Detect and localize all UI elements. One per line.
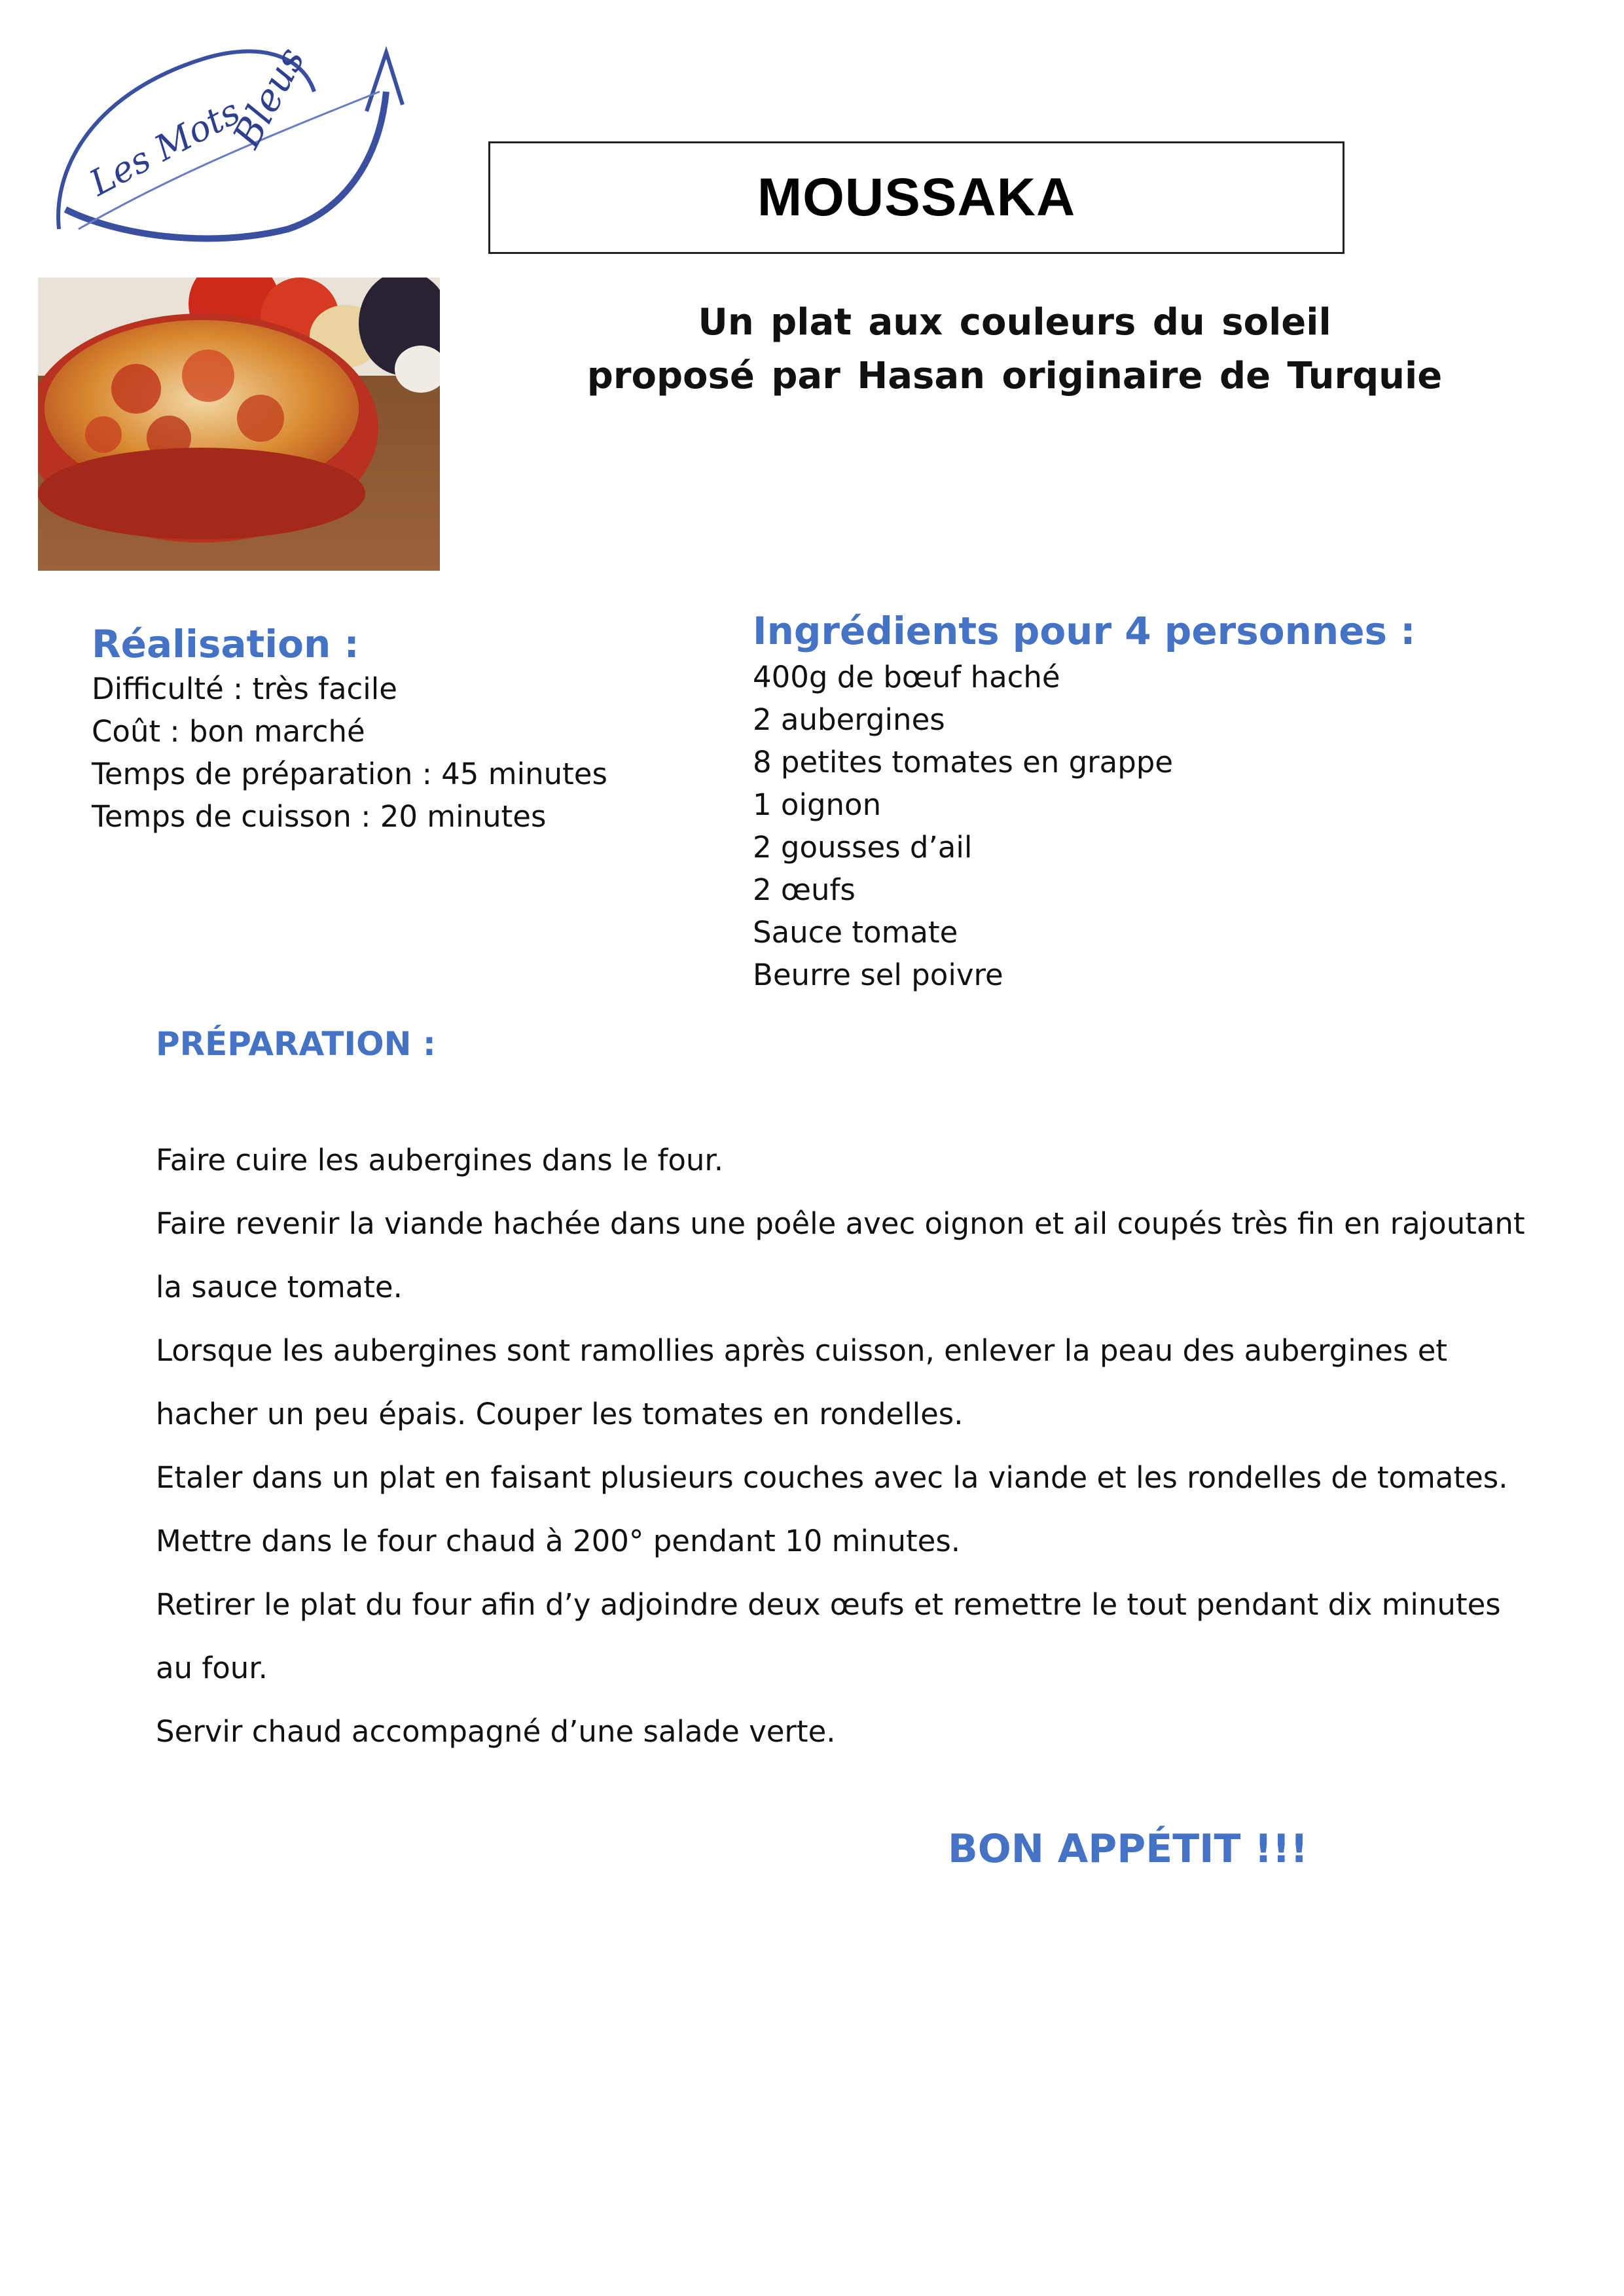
ingredient-item: Sauce tomate [753,915,958,950]
ingredient-item: 2 gousses d’ail [753,830,973,865]
preparation-line: la sauce tomate. [156,1270,403,1304]
realisation-heading: Réalisation : [92,622,359,666]
title-box [488,141,1344,254]
realisation-cook-time: Temps de cuisson : 20 minutes [92,799,547,834]
realisation-prep-time: Temps de préparation : 45 minutes [92,757,607,791]
svg-text:Bleus: Bleus [224,40,314,155]
subtitle-line-2: proposé par Hasan originaire de Turquie [586,355,1443,397]
preparation-line: au four. [156,1651,268,1685]
ingredient-item: 400g de bœuf haché [753,660,1060,694]
preparation-heading: PRÉPARATION : [156,1025,436,1063]
preparation-line: Mettre dans le four chaud à 200° pendant 10 minutes. [156,1524,961,1558]
preparation-line: Lorsque les aubergines sont ramollies après cuisson, enlever la peau des aubergines et [156,1333,1448,1368]
preparation-steps [156,1128,1525,1763]
ingredients-heading: Ingrédients pour 4 personnes : [753,609,1416,653]
preparation-line: Etaler dans un plat en faisant plusieurs couches avec la viande et les rondelles de tomates. [156,1460,1508,1495]
ingredient-item: 2 œufs [753,872,856,907]
preparation-line: Faire cuire les aubergines dans le four. [156,1143,724,1177]
preparation-line: Retirer le plat du four afin d’y adjoindre deux œufs et remettre le tout pendant dix minutes [156,1587,1501,1622]
moussaka-dish-photo [38,278,440,571]
les-mots-bleus-logo [39,13,406,249]
ingredient-item: Beurre sel poivre [753,958,1003,992]
preparation-line: Servir chaud accompagné d’une salade verte. [156,1714,836,1749]
realisation-section [92,622,607,838]
closing-bon-appetit: BON APPÉTIT !!! [948,1826,1308,1872]
svg-text:Les Mots: Les Mots [82,90,247,204]
ingredient-item: 1 oignon [753,787,882,822]
ingredient-item: 8 petites tomates en grappe [753,745,1174,780]
ingredient-item: 2 aubergines [753,702,945,737]
preparation-line: hacher un peu épais. Couper les tomates en rondelles. [156,1397,964,1431]
subtitle-line-1: Un plat aux couleurs du soleil [698,301,1331,344]
realisation-difficulty: Difficulté : très facile [92,672,397,706]
realisation-cost: Coût : bon marché [92,714,365,749]
page-title: MOUSSAKA [757,168,1076,227]
preparation-line: Faire revenir la viande hachée dans une poêle avec oignon et ail coupés très fin en rajoutant [156,1206,1525,1241]
ingredients-section [753,609,1415,996]
